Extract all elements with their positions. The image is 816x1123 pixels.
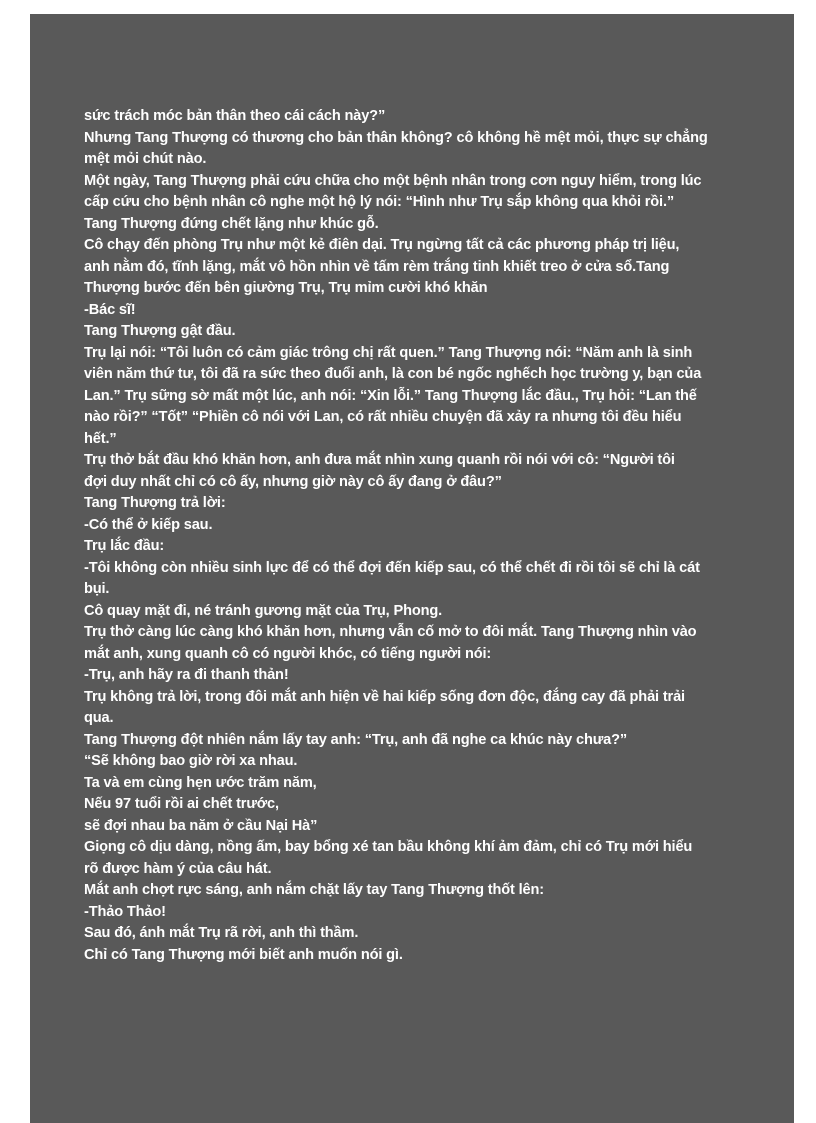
text-line: viên năm thứ tư, tôi đã ra sức theo đuổi anh, là con bé ngốc nghếch học trường y, bạn của <box>84 366 702 382</box>
text-line: Trụ không trả lời, trong đôi mắt anh hiện về hai kiếp sống đơn độc, đắng cay đã phải trải <box>84 688 685 705</box>
text-line: Một ngày, Tang Thượng phải cứu chữa cho một bệnh nhân trong cơn nguy hiểm, trong lúc <box>84 172 702 189</box>
text-line: nào rồi?” “Tốt” “Phiền cô nói với Lan, có rất nhiều chuyện đã xảy ra nhưng tôi đều hiểu <box>84 409 682 425</box>
text-line: Ta và em cùng hẹn ước trăm năm, <box>84 774 317 791</box>
text-line: Giọng cô dịu dàng, nồng ấm, bay bổng xé tan bầu không khí ảm đảm, chỉ có Trụ mới hiểu <box>84 839 693 855</box>
text-line: bụi. <box>84 581 110 597</box>
text-line: sẽ đợi nhau ba năm ở cầu Nại Hà” <box>84 817 318 834</box>
text-line: Lan.” Trụ sững sờ mất một lúc, anh nói: “Xin lỗi.” Tang Thượng lắc đầu., Trụ hỏi: “Lan thế <box>84 387 697 404</box>
text-line: mệt mỏi chút nào. <box>84 151 207 167</box>
text-line: -Bác sĩ! <box>84 301 136 318</box>
text-line: Nếu 97 tuổi rồi ai chết trước, <box>84 796 279 812</box>
text-line: hết.” <box>84 430 117 447</box>
text-line: qua. <box>84 710 114 726</box>
text-line: anh nằm đó, tĩnh lặng, mắt vô hồn nhìn về tấm rèm trắng tinh khiết treo ở cửa sổ.Tang <box>84 258 670 275</box>
text-line: mắt anh, xung quanh cô có người khóc, có tiếng người nói: <box>84 645 492 662</box>
text-line: cấp cứu cho bệnh nhân cô nghe một hộ lý nói: “Hình như Trụ sắp không qua khỏi rồi.” <box>84 194 675 210</box>
text-line: Thượng bước đến bên giường Trụ, Trụ mỉm cười khó khăn <box>84 280 488 296</box>
text-line: -Tôi không còn nhiều sinh lực để có thể đợi đến kiếp sau, có thể chết đi rồi tôi sẽ chỉ là cát <box>84 559 700 576</box>
text-line: Tang Thượng đứng chết lặng như khúc gỗ. <box>84 215 379 232</box>
text-line: -Trụ, anh hãy ra đi thanh thản! <box>84 667 289 683</box>
text-line: Trụ thở bắt đầu khó khăn hơn, anh đưa mắt nhìn xung quanh rồi nói với cô: “Người tôi <box>84 452 675 468</box>
text-line: Trụ lắc đầu: <box>84 538 165 554</box>
text-line: Cô chạy đến phòng Trụ như một kẻ điên dại. Trụ ngừng tất cả các phương pháp trị liệu, <box>84 237 680 253</box>
text-line: Tang Thượng gật đầu. <box>84 323 236 339</box>
text-line: Mắt anh chợt rực sáng, anh nắm chặt lấy tay Tang Thượng thốt lên: <box>84 882 544 898</box>
text-line: -Có thể ở kiếp sau. <box>84 516 213 533</box>
text-line: Tang Thượng trả lời: <box>84 495 226 511</box>
text-line: Nhưng Tang Thượng có thương cho bản thân không? cô không hề mệt mỏi, thực sự chẳng <box>84 129 708 146</box>
text-line: Sau đó, ánh mắt Trụ rã rời, anh thì thầm. <box>84 925 359 941</box>
text-line: “Sẽ không bao giờ rời xa nhau. <box>84 753 298 769</box>
text-line: rõ được hàm ý của câu hát. <box>84 860 272 877</box>
story-text <box>84 106 764 966</box>
text-line: sức trách móc bản thân theo cái cách này?” <box>84 108 386 124</box>
text-line: đợi duy nhất chỉ có cô ấy, nhưng giờ này cô ấy đang ở đâu?” <box>84 473 502 490</box>
text-line: Cô quay mặt đi, né tránh gương mặt của Trụ, Phong. <box>84 602 443 619</box>
text-line: Tang Thượng đột nhiên nắm lấy tay anh: “Trụ, anh đã nghe ca khúc này chưa?” <box>84 731 627 748</box>
text-line: -Thảo Thảo! <box>84 903 166 920</box>
text-line: Chỉ có Tang Thượng mới biết anh muốn nói gì. <box>84 946 403 963</box>
text-line: Trụ lại nói: “Tôi luôn có cảm giác trông chị rất quen.” Tang Thượng nói: “Năm anh là sinh <box>84 344 693 361</box>
text-line: Trụ thở càng lúc càng khó khăn hơn, nhưng vẫn cố mở to đôi mắt. Tang Thượng nhìn vào <box>84 624 697 640</box>
